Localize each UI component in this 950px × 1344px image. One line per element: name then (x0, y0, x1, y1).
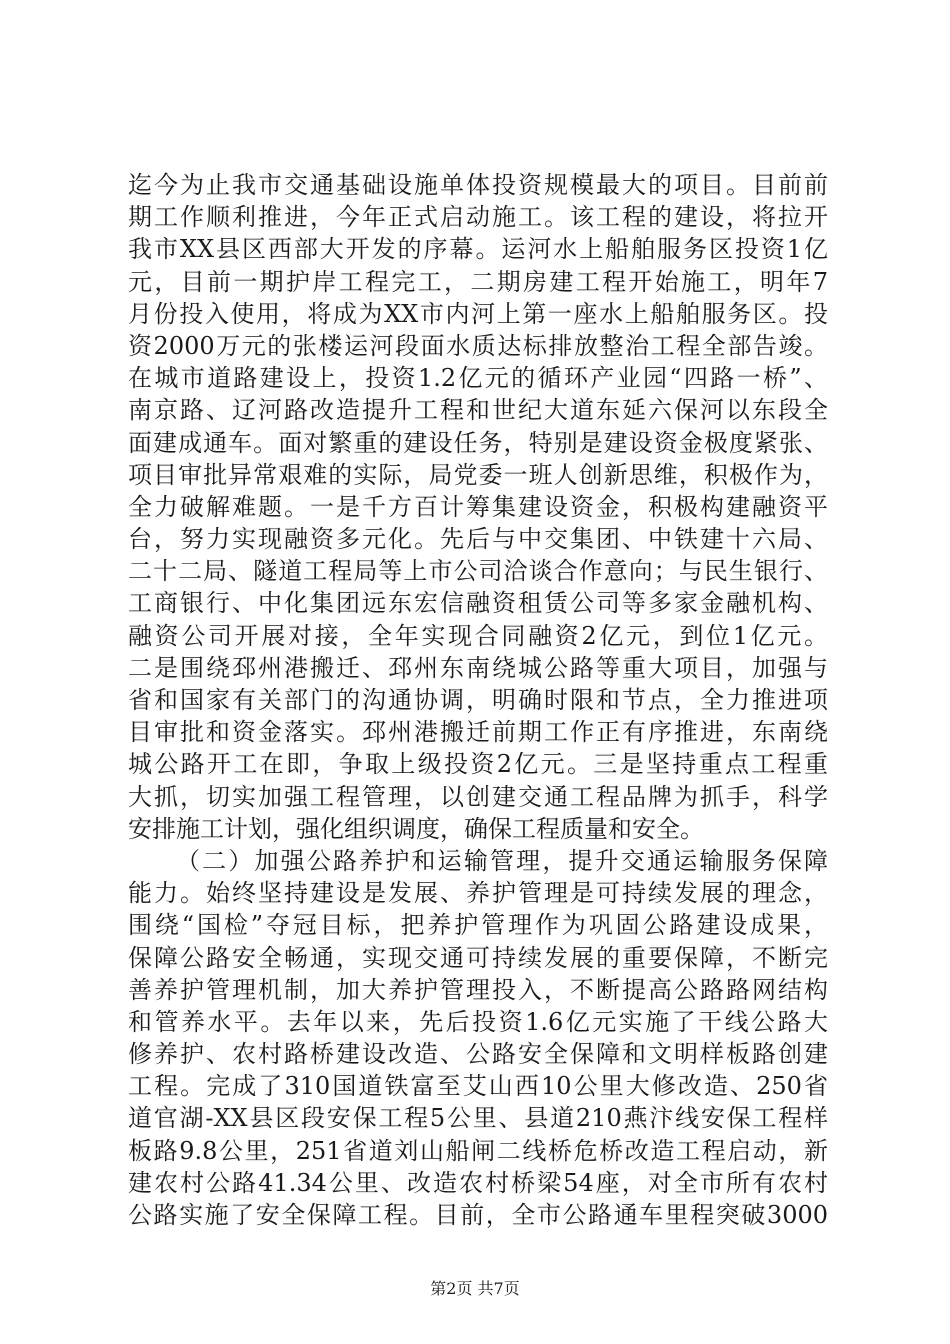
text-line: 月份投入使用，将成为XX市内河上第一座水上船舶服务区。投 (128, 299, 828, 328)
text-line: 面建成通车。面对繁重的建设任务，特别是建设资金极度紧张、 (128, 428, 828, 457)
text-line: 保障公路安全畅通，实现交通可持续发展的重要保障，不断完 (128, 943, 828, 972)
text-line: 城公路开工在即，争取上级投资2亿元。三是坚持重点工程重 (128, 750, 828, 779)
text-line: 融资公司开展对接，全年实现合同融资2亿元，到位1亿元。 (128, 621, 828, 650)
text-line: 台，努力实现融资多元化。先后与中交集团、中铁建十六局、 (128, 525, 828, 554)
text-line: 能力。始终坚持建设是发展、养护管理是可持续发展的理念， (128, 879, 828, 908)
text-line: 二是围绕邳州港搬迁、邳州东南绕城公路等重大项目，加强与 (128, 653, 828, 682)
text-line: 元，目前一期护岸工程完工，二期房建工程开始施工，明年7 (128, 267, 828, 296)
text-line: 工程。完成了310国道铁富至艾山西10公里大修改造、250省 (128, 1072, 828, 1101)
text-line: 工商银行、中化集团远东宏信融资租赁公司等多家金融机构、 (128, 589, 828, 618)
text-line: 全力破解难题。一是千方百计筹集建设资金，积极构建融资平 (128, 492, 828, 521)
text-line: 省和国家有关部门的沟通协调，明确时限和节点，全力推进项 (128, 686, 828, 714)
text-line: 公路实施了安全保障工程。目前，全市公路通车里程突破3000 (128, 1201, 828, 1229)
text-line: 安排施工计划，强化组织调度，确保工程质量和安全。 (128, 814, 704, 843)
section-heading-line: （二）加强公路养护和运输管理，提升交通运输服务保障 (176, 846, 828, 875)
text-line: 项目审批异常艰难的实际，局党委一班人创新思维，积极作为， (128, 460, 828, 489)
text-line: 资2000万元的张楼运河段面水质达标排放整治工程全部告竣。 (128, 331, 828, 360)
text-line: 迄今为止我市交通基础设施单体投资规模最大的项目。目前前 (128, 171, 828, 199)
text-line: 期工作顺利推进，今年正式启动施工。该工程的建设，将拉开 (128, 203, 828, 232)
text-line: 和管养水平。去年以来，先后投资1.6亿元实施了干线公路大 (128, 1007, 828, 1036)
document-body (128, 169, 828, 1231)
text-line: 大抓，切实加强工程管理，以创建交通工程品牌为抓手，科学 (128, 782, 828, 811)
text-line: 在城市道路建设上，投资1.2亿元的循环产业园“四路一桥”、 (128, 364, 828, 393)
text-line: 南京路、辽河路改造提升工程和世纪大道东延六保河以东段全 (128, 396, 828, 425)
text-line: 围绕“国检”夺冠目标，把养护管理作为巩固公路建设成果， (128, 911, 828, 940)
text-line: 善养护管理机制，加大养护管理投入，不断提高公路路网结构 (128, 975, 828, 1004)
text-line: 建农村公路41.34公里、改造农村桥梁54座，对全市所有农村 (128, 1168, 828, 1197)
text-line: 板路9.8公里，251省道刘山船闸二线桥危桥改造工程启动，新 (128, 1136, 828, 1165)
text-line: 修养护、农村路桥建设改造、公路安全保障和文明样板路创建 (128, 1040, 828, 1069)
text-line: 道官湖-XX县区段安保工程5公里、县道210燕汴线安保工程样 (128, 1104, 828, 1133)
text-line: 二十二局、隧道工程局等上市公司洽谈合作意向；与民生银行、 (128, 557, 828, 586)
text-line: 我市XX县区西部大开发的序幕。运河水上船舶服务区投资1亿 (128, 235, 828, 264)
page-number-footer: 第2页 共7页 (430, 1279, 520, 1298)
text-line: 目审批和资金落实。邳州港搬迁前期工作正有序推进，东南绕 (128, 718, 828, 747)
